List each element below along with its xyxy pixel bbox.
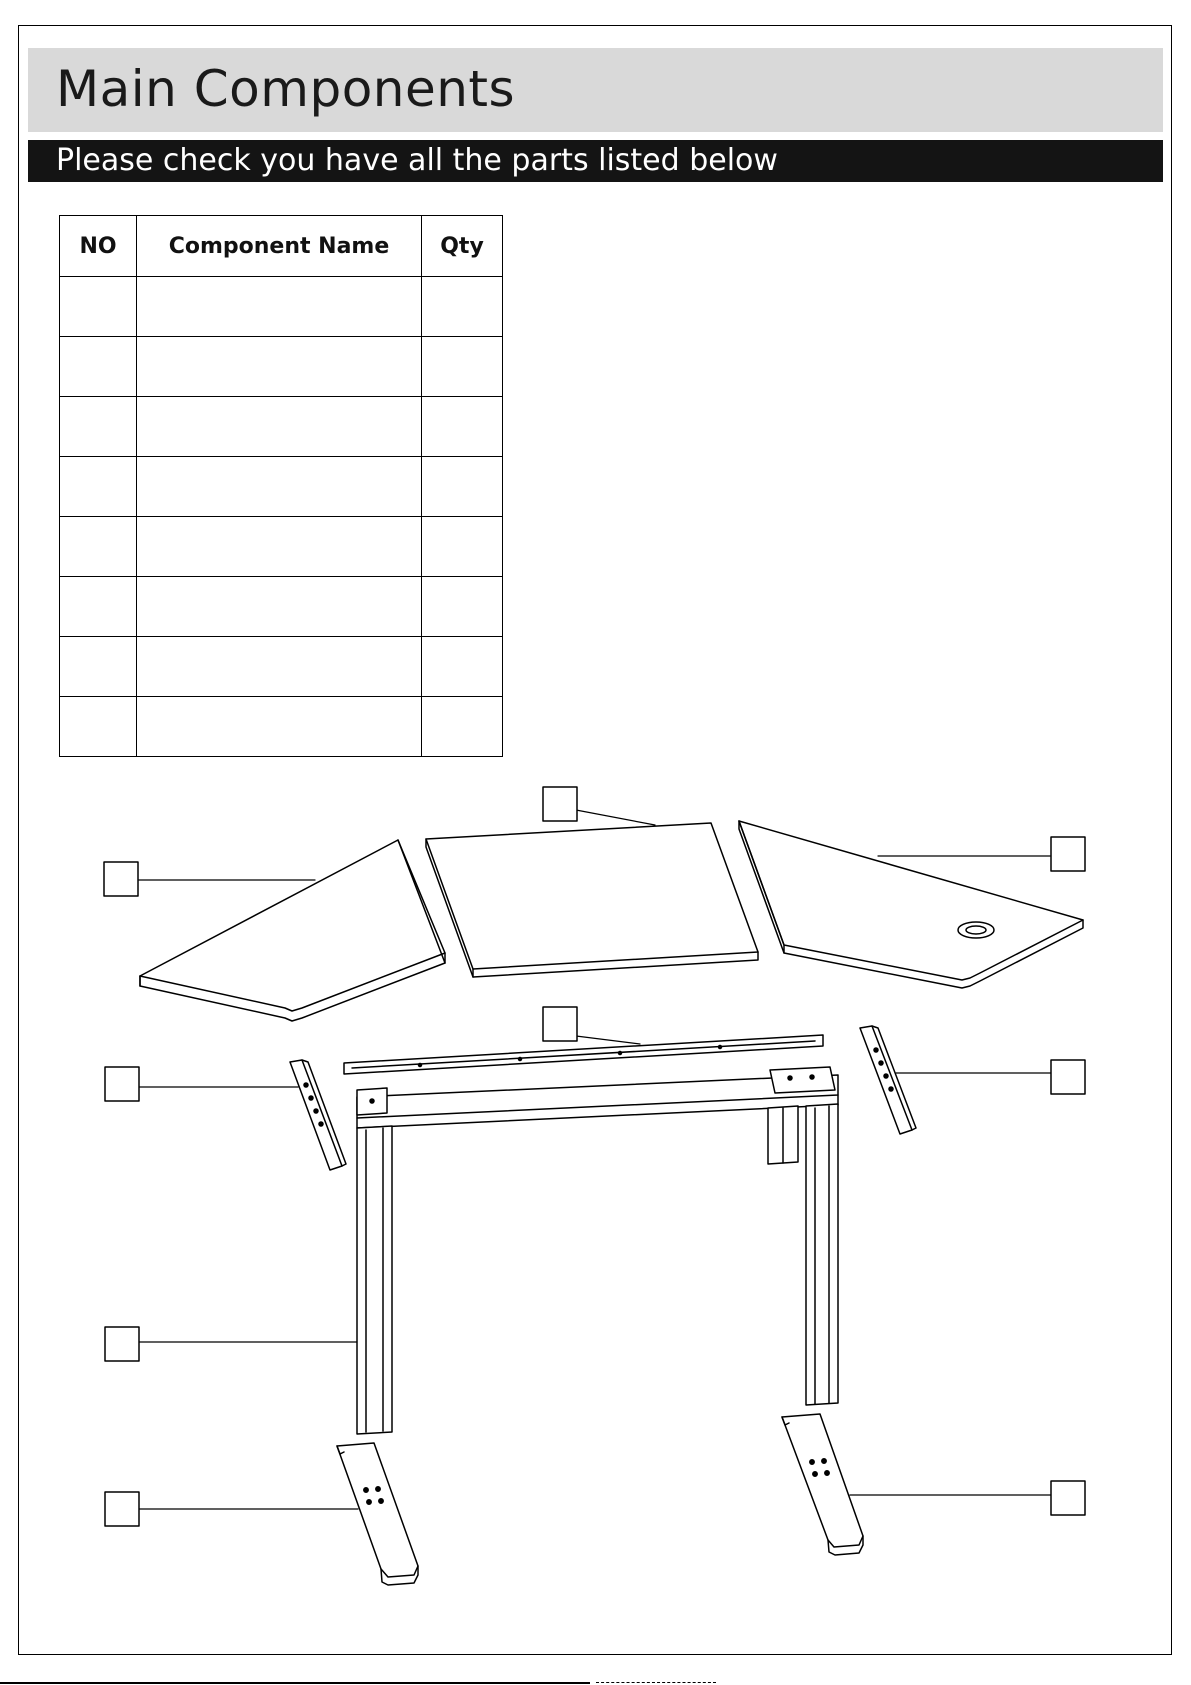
callout-box [104,862,138,896]
callout-box [1051,1481,1085,1515]
side-bracket-right [860,1026,916,1134]
callout-box [543,787,577,821]
foot-left [337,1443,418,1585]
header-component-name: Component Name [137,216,422,277]
callout-box [105,1327,139,1361]
callout-box [105,1067,139,1101]
page-title: Main Components [56,60,516,118]
callout-box [105,1492,139,1526]
frame-with-legs [357,1067,838,1434]
callout-box [1051,1060,1085,1094]
callout-box [543,1007,577,1041]
desktop-center-panel [426,823,758,977]
crossbar [344,1035,823,1074]
header-qty: Qty [422,216,503,277]
callout-box [1051,837,1085,871]
page-subtitle: Please check you have all the parts listed below [56,143,778,178]
side-bracket-left [290,1060,346,1170]
foot-right [782,1414,863,1555]
desktop-left-panel [140,840,445,1021]
header-no: NO [60,216,137,277]
desktop-right-panel [739,821,1083,988]
page-bottom-rule [0,1680,1191,1685]
